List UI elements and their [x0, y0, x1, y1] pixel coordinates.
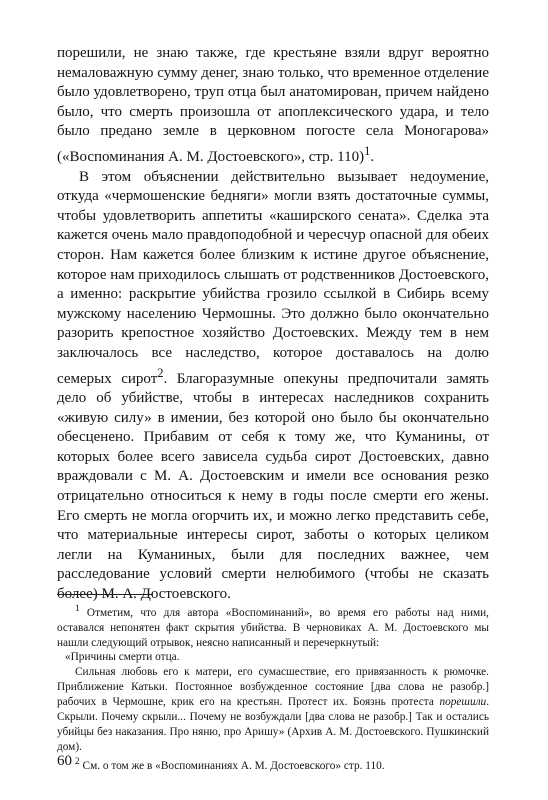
footnote-divider: [57, 594, 153, 595]
footnote-quote-text-a: Сильная любовь его к матери, его сумасшествие, его привязанность к рюмочке. Приближение Катьки. Постоянное возбужденное состояние [два слова не разобр.] рабочих в Чермошне, крик его на крестьян. Протест их. Боязнь протеста: [57, 666, 489, 709]
footnote-2: [57, 755, 489, 774]
footnote-quote-emphasis: порешили: [439, 696, 487, 709]
paragraph-1-end: .: [370, 148, 375, 165]
footnote-2-number: 2: [75, 756, 80, 767]
footnote-ref-2: 2: [157, 365, 164, 380]
footnote-1: [57, 602, 489, 650]
paragraph-1: [57, 44, 489, 168]
footnote-quote-title: «Причины смерти отца.: [65, 651, 180, 664]
footnote-ref-1: 1: [364, 143, 371, 158]
page-number: 60: [57, 753, 72, 769]
paragraph-2: [57, 168, 489, 605]
footnote-quote-body: [57, 665, 489, 754]
paragraph-2-text-b: . Благоразумные опекуны предпочитали замять дело об убийстве, чтобы в интересах наследников сохранить «живую силу» в имении, без которой оно было бы окончательно обесценено. Прибавим от себя к тому же, что Куманины, от которых более всего зависела судьба сирот Достоевских, давно враждовали с М. А. Достоевским и имели все основания резко отрицательно относиться к нему в годы после смерти его жены. Его смерть не могла огорчить их, и можно легко представить себе, что материальные интересы сирот, заботы о которых целиком легли на Куманиных, были для последних важнее, чем расследование условий смерти нелюбимого (чтобы не сказать более) М. А. Достоевского.: [57, 370, 489, 603]
main-text: [57, 44, 489, 605]
paragraph-2-text-a: В этом объяснении действительно вызывает недоумение, откуда «чермошенские бедняги» могли взять достаточные суммы, чтобы удовлетворить аппетиты «каширского сената». Сделка эта кажется очень мало правдоподобной и чересчур опасной для обеих сторон. Нам кажется более близким к истине другое объяснение, которое нам приходилось слышать от родственников Достоевского, а именно: раскрытие убийства грозило ссылкой в Сибирь всему мужскому населению Чермошны. Это должно было окончательно разорить крепостное хозяйство Достоевских. Между тем в нем заключалось все наследство, которое доставалось на долю семерых сирот: [57, 168, 489, 387]
footnotes: [57, 602, 489, 774]
footnote-2-text: См. о том же в «Воспоминаниях А. М. Достоевского» стр. 110.: [82, 759, 385, 772]
footnote-quote-text-b: . Скрыли. Почему скрыли... Почему не возбуждали [два слова не разобр.] Так и остались убийцы без наказания. Про няню, про Аришу» (Архив А. М. Достоевского. Пушкинский дом).: [57, 696, 490, 753]
paragraph-1-text: порешили, не знаю также, где крестьяне взяли вдруг вероятно немаловажную сумму денег, знаю только, что временное отделение было удовлетворено, труп отца был анатомирован, причем найдено было, что смерть произошла от апоплексического удара, и тело было предано земле в церковном погосте села Моногарова» («Воспоминания А. М. Достоевского», стр. 110): [57, 45, 489, 165]
footnote-1-text: Отметим, что для автора «Воспоминаний», во время его работы над ними, оставался непонятен факт скрытия убийства. В черновиках А. М. Достоевского мы нашли следующий отрывок, неясно написанный и перечеркнутый:: [57, 606, 490, 649]
footnote-1-number: 1: [75, 604, 80, 614]
